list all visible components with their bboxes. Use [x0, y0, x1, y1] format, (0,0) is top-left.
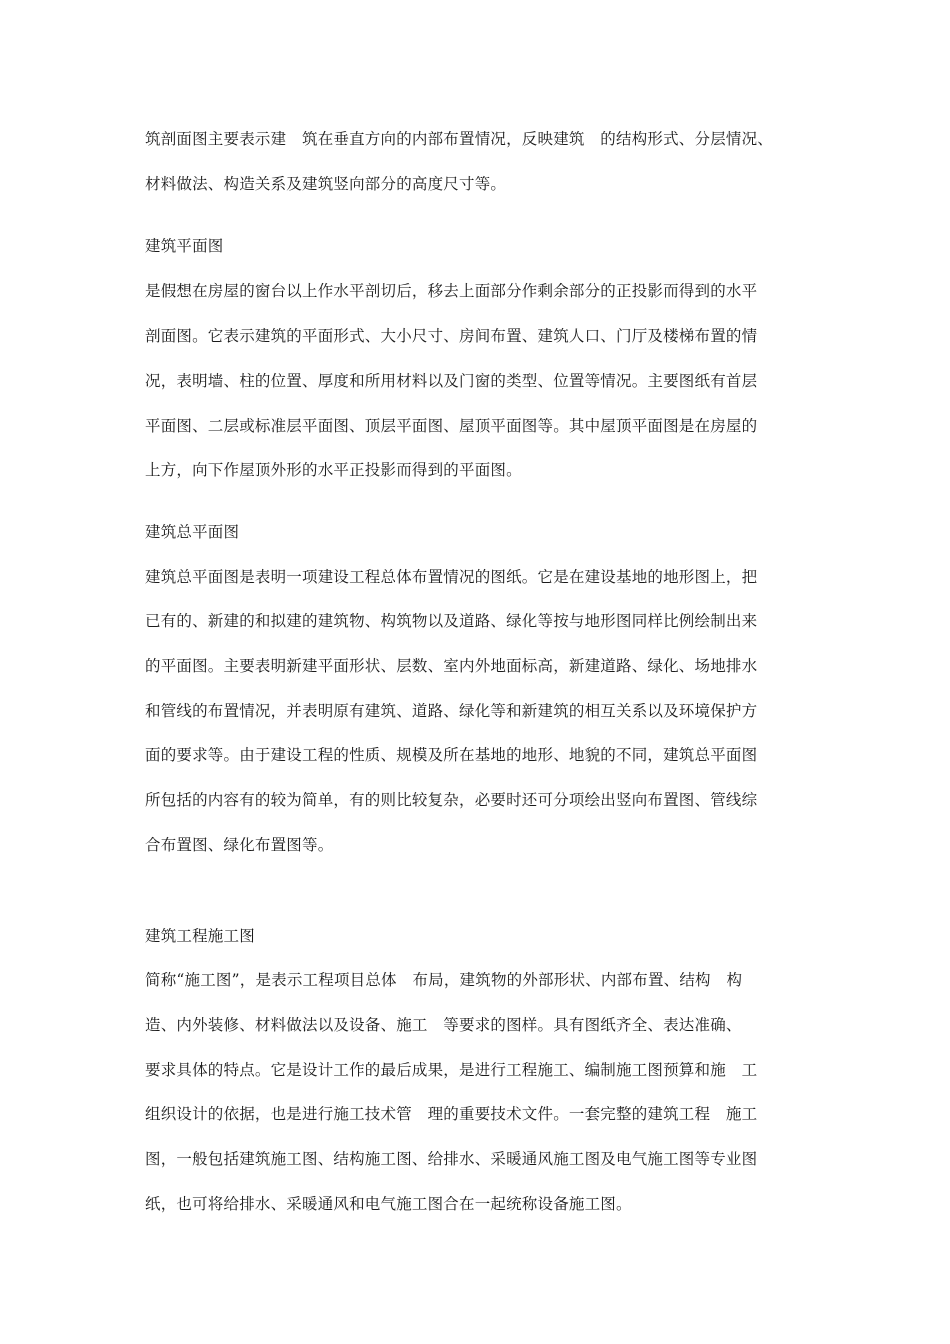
section-heading: 建筑工程施工图	[145, 927, 255, 945]
intro-line: 筑剖面图主要表示建 筑在垂直方向的内部布置情况，反映建筑 的结构形式、分层情况、	[145, 130, 774, 148]
paragraph-line: 合布置图、绿化布置图等。	[145, 836, 334, 854]
section-heading: 建筑平面图	[145, 237, 224, 255]
paragraph-line: 所包括的内容有的较为简单，有的则比较复杂，必要时还可分项绘出竖向布置图、管线综	[145, 791, 758, 809]
paragraph-line: 已有的、新建的和拟建的建筑物、构筑物以及道路、绿化等按与地形图同样比例绘制出来	[145, 612, 758, 630]
paragraph-line: 的平面图。主要表明新建平面形状、层数、室内外地面标高，新建道路、绿化、场地排水	[145, 657, 758, 675]
paragraph-line: 剖面图。它表示建筑的平面形式、大小尺寸、房间布置、建筑人口、门厅及楼梯布置的情	[145, 327, 758, 345]
paragraph-line: 是假想在房屋的窗台以上作水平剖切后，移去上面部分作剩余部分的正投影而得到的水平	[145, 282, 758, 300]
section-heading: 建筑总平面图	[145, 523, 240, 541]
paragraph-line: 平面图、二层或标准层平面图、顶层平面图、屋顶平面图等。其中屋顶平面图是在房屋的	[145, 417, 758, 435]
paragraph-line: 建筑总平面图是表明一项建设工程总体布置情况的图纸。它是在建设基地的地形图上，把	[145, 568, 758, 586]
paragraph-line: 要求具体的特点。它是设计工作的最后成果，是进行工程施工、编制施工图预算和施 工	[145, 1061, 758, 1079]
paragraph-line: 况，表明墙、柱的位置、厚度和所用材料以及门窗的类型、位置等情况。主要图纸有首层	[145, 372, 758, 390]
paragraph-line: 造、内外装修、材料做法以及设备、施工 等要求的图样。具有图纸齐全、表达准确、	[145, 1016, 742, 1034]
intro-line: 材料做法、构造关系及建筑竖向部分的高度尺寸等。	[145, 175, 507, 193]
paragraph-line: 简称“施工图”，是表示工程项目总体 布局，建筑物的外部形状、内部布置、结构 构	[145, 971, 743, 989]
paragraph-line: 组织设计的依据，也是进行施工技术管 理的重要技术文件。一套完整的建筑工程 施工	[145, 1105, 758, 1123]
paragraph-line: 上方，向下作屋顶外形的水平正投影而得到的平面图。	[145, 461, 522, 479]
paragraph-line: 图，一般包括建筑施工图、结构施工图、给排水、采暖通风施工图及电气施工图等专业图	[145, 1150, 758, 1168]
paragraph-line: 和管线的布置情况，并表明原有建筑、道路、绿化等和新建筑的相互关系以及环境保护方	[145, 702, 758, 720]
paragraph-line: 纸，也可将给排水、采暖通风和电气施工图合在一起统称设备施工图。	[145, 1195, 632, 1213]
paragraph-line: 面的要求等。由于建设工程的性质、规模及所在基地的地形、地貌的不同，建筑总平面图	[145, 746, 758, 764]
